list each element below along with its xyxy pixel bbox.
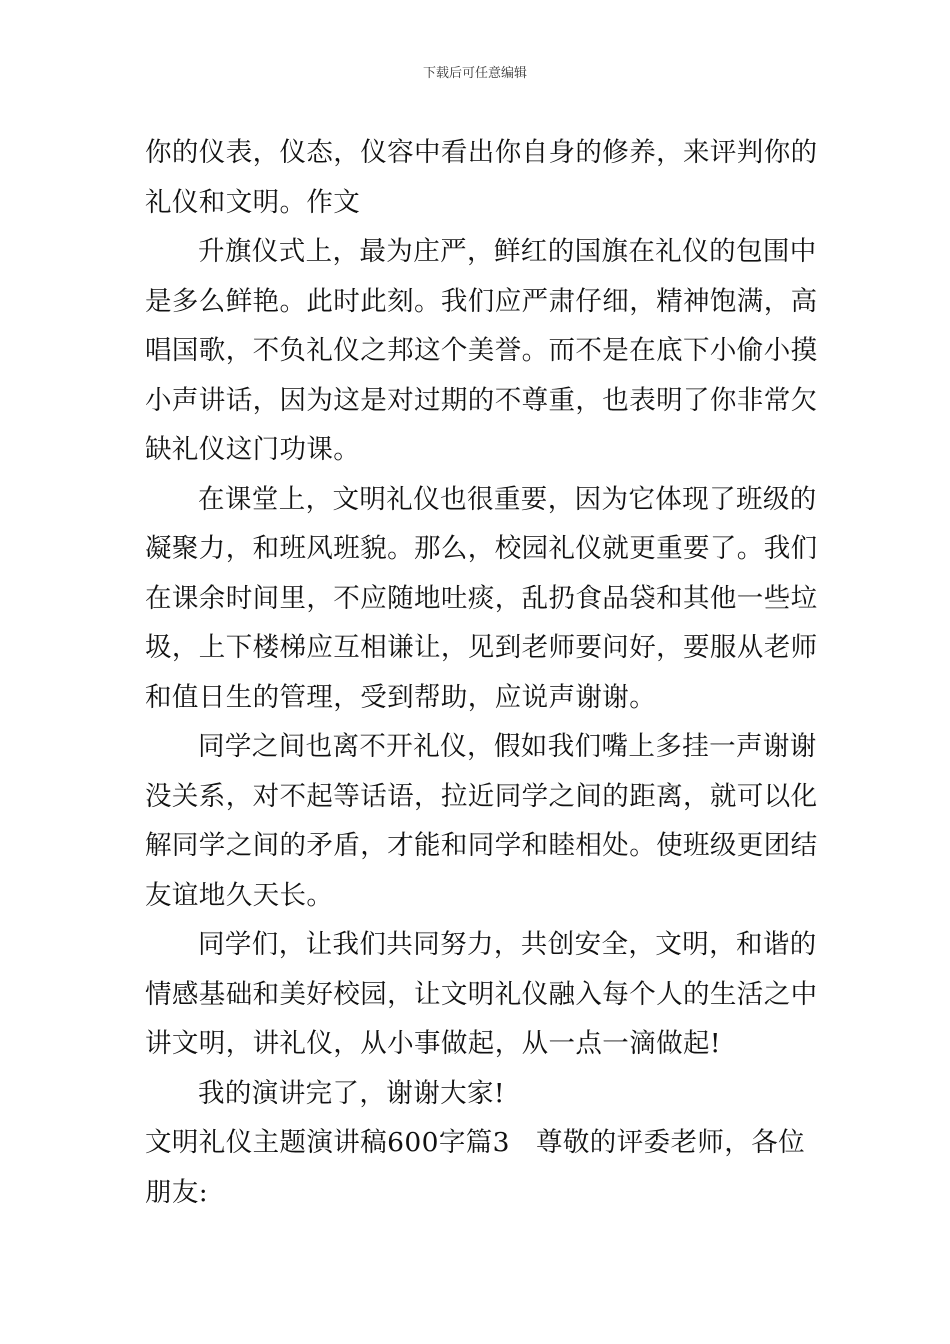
text-line: 情感基础和美好校园，让文明礼仪融入每个人的生活之中: [145, 978, 818, 1010]
text-line: 在课余时间里，不应随地吐痰，乱扔食品袋和其他一些垃: [145, 582, 818, 614]
text-line: 是多么鲜艳。此时此刻。我们应严肃仔细，精神饱满，高: [145, 285, 818, 317]
paragraph-start-line: 同学们，让我们共同努力，共创安全，文明，和谐的: [198, 929, 817, 960]
text-line: 小声讲话，因为这是对过期的不尊重，也表明了你非常欠: [145, 384, 818, 416]
text-line: 凝聚力，和班风班貌。那么，校园礼仪就更重要了。我们: [145, 533, 818, 564]
section-heading-title: 文明礼仪主题演讲稿600字篇3: [145, 1127, 510, 1158]
text-line: 解同学之间的矛盾，才能和同学和睦相处。使班级更团结: [145, 830, 818, 861]
text-line: 圾，上下楼梯应互相谦让，见到老师要问好，要服从老师: [145, 632, 818, 663]
body-text: [145, 128, 818, 1217]
text-line: 你的仪表，仪态，仪容中看出你自身的修养，来评判你的: [145, 137, 818, 168]
header-note: 下载后可任意编辑: [422, 66, 527, 81]
text-line: 没关系，对不起等话语，拉近同学之间的距离，就可以化: [145, 780, 818, 812]
text-line: 讲文明，讲礼仪，从小事做起，从一点一滴做起!: [145, 1028, 721, 1059]
paragraph-start-line: 升旗仪式上，最为庄严，鲜红的国旗在礼仪的包围中: [198, 236, 817, 267]
text-line: 缺礼仪这门功课。: [145, 434, 361, 465]
greeting-text: 尊敬的评委老师，各位: [536, 1127, 805, 1158]
text-line: 朋友:: [145, 1176, 209, 1208]
paragraph-start-line: 在课堂上，文明礼仪也很重要，因为它体现了班级的: [198, 483, 817, 515]
text-line: 和值日生的管理，受到帮助，应说声谢谢。: [145, 681, 657, 713]
text-line: 友谊地久天长。: [145, 879, 334, 911]
paragraph-start-line: 我的演讲完了，谢谢大家!: [198, 1077, 505, 1109]
text-line: 唱国歌，不负礼仪之邦这个美誉。而不是在底下小偷小摸: [145, 335, 818, 366]
text-line: 礼仪和文明。作文: [145, 186, 361, 218]
section-heading-row: [145, 1118, 805, 1168]
paragraph-start-line: 同学之间也离不开礼仪，假如我们嘴上多挂一声谢谢: [198, 731, 817, 762]
